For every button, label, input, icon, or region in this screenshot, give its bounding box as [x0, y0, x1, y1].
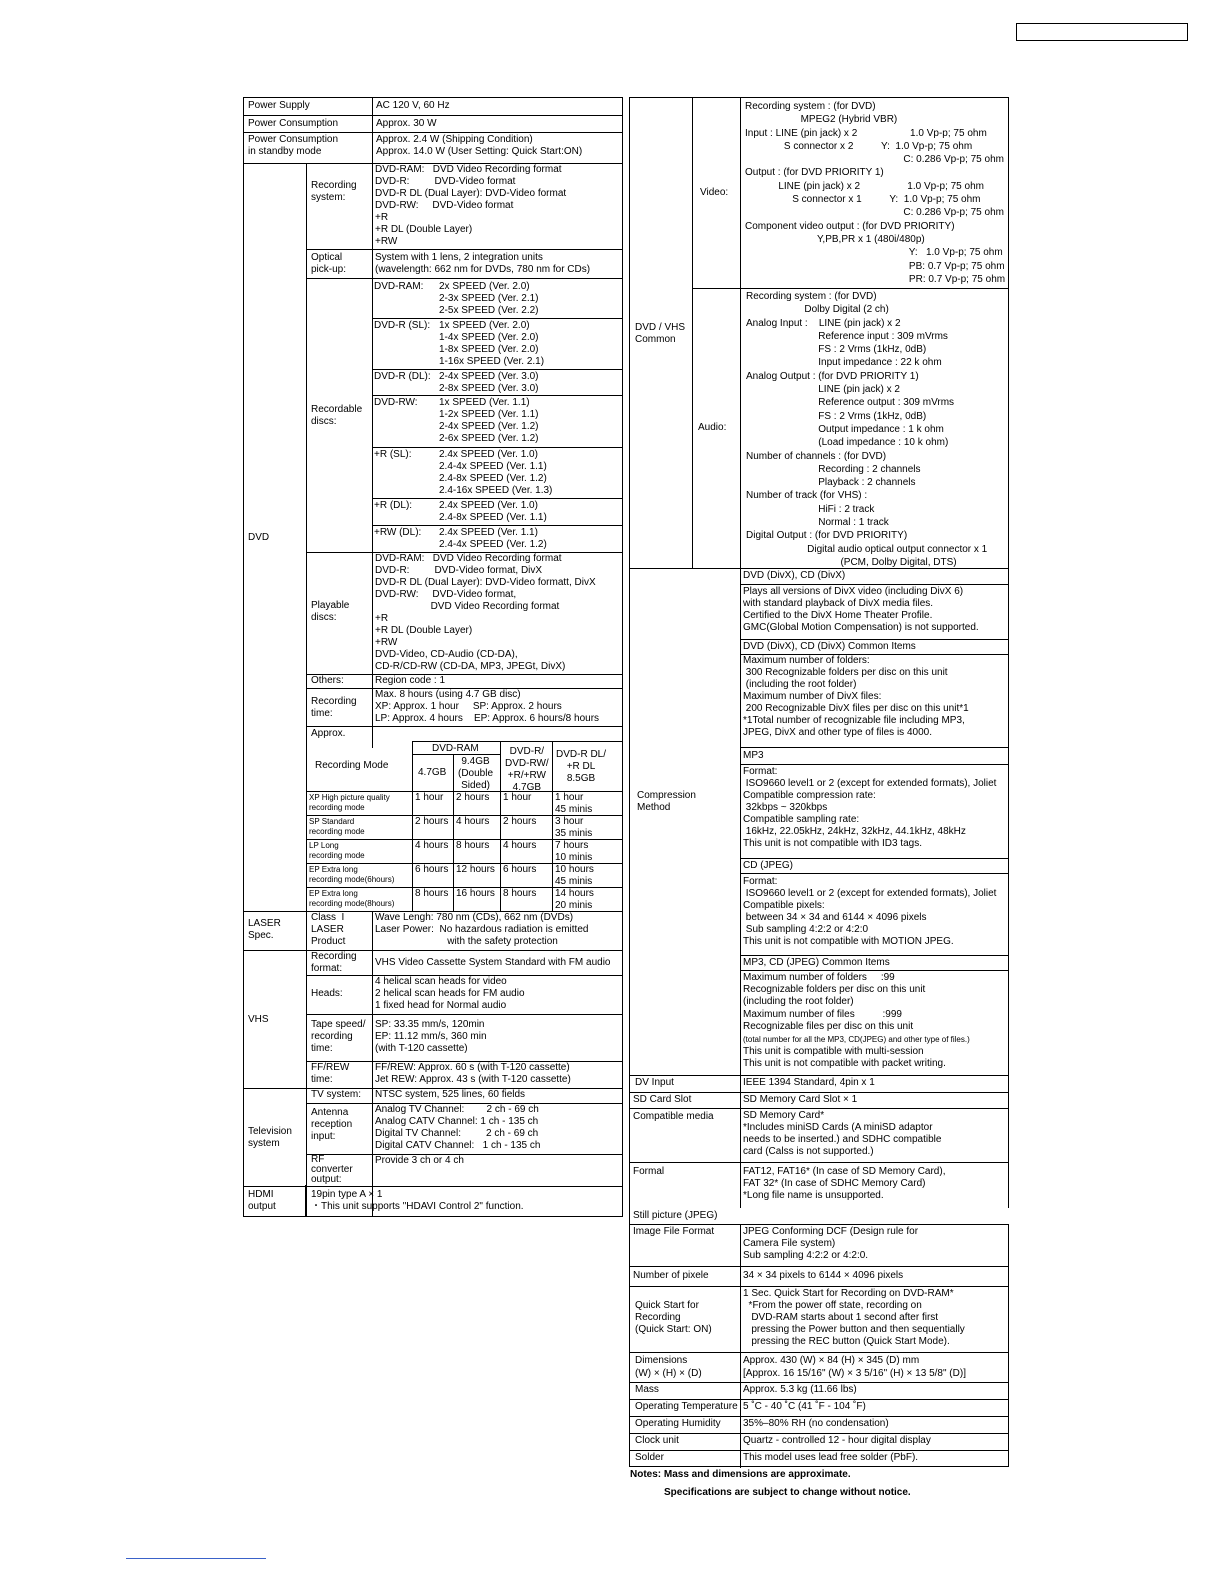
mp3-jpeg-title: MP3, CD (JPEG) Common Items [743, 957, 890, 968]
rm-row-b: 8 hours [456, 840, 490, 851]
model-number-box [1016, 23, 1188, 41]
tv-rf-value: Provide 3 ch or 4 ch [375, 1155, 464, 1166]
jpeg-title: CD (JPEG) [743, 860, 793, 871]
playable-discs-value: DVD-RAM: DVD Video Recording format DVD-R: DVD-Video format, DivX DVD-R DL (Dual Layer): DVD-Video formatt, DivX DVD-RW: DVD-Video format, DVD Video Recording format +R +R DL (Double Layer) +RW DVD-Video, CD-Audio (CD-DA), CD-R/CD-RW (CD-DA, MP3, JPEGt, DivX) [375, 553, 596, 672]
operating-humidity-value: 35%–80% RH (no condensation) [743, 1418, 889, 1429]
mp3-jpeg-small: (total number for all the MP3, CD(JPEG) and other type of files.) [743, 1035, 970, 1044]
vhs-recformat-value: VHS Video Cassette System Standard with FM audio [375, 957, 611, 968]
rm-row-mode: EP Extra long recording mode(8hours) [309, 889, 395, 908]
tv-label: Television system [248, 1126, 292, 1149]
rm-row-a: 8 hours [415, 888, 449, 899]
rm-dl-header: DVD-R DL/ +R DL 8.5GB [556, 749, 607, 784]
recording-time-label: Recording time: [311, 696, 357, 719]
rm-row-d: 14 hours 20 minis [555, 888, 594, 911]
image-format-value: JPEG Conforming DCF (Design rule for Camera File system) Sub sampling 4:2:2 or 4:2:0. [743, 1226, 919, 1261]
rd-ram-speeds: 2x SPEED (Ver. 2.0) 2-3x SPEED (Ver. 2.1) 2-5x SPEED (Ver. 2.2) [439, 281, 539, 316]
power-supply-value: AC 120 V, 60 Hz [376, 100, 450, 111]
recording-time-value: Max. 8 hours (using 4.7 GB disc) XP: Approx. 1 hour SP: Approx. 2 hours LP: Approx. 4 hours EP: Approx. 6 hours/8 hours [375, 689, 600, 724]
rm-row-d: 7 hours 10 minis [555, 840, 593, 863]
rd-ram-name: DVD-RAM: [374, 281, 424, 292]
dv-input-value: IEEE 1394 Standard, 4pin x 1 [743, 1077, 875, 1088]
rm-row-a: 6 hours [415, 864, 449, 875]
divx-common-value: Maximum number of folders: 300 Recognizable folders per disc on this unit (including the root folder) Maximum number of DivX files: 200 Recognizable DivX files per disc on this unit*1 *1Total number of recognizable file including MP3, JPEG, DivX and other type of files is 4000. [743, 655, 969, 738]
divx-title: DVD (DivX), CD (DivX) [743, 570, 846, 581]
rm-row-mode: XP High picture quality recording mode [309, 793, 390, 812]
rm-row-d: 1 hour 45 minis [555, 792, 593, 815]
divx-common-title: DVD (DivX), CD (DivX) Common Items [743, 641, 916, 652]
rm-row-d: 3 hour 35 minis [555, 816, 593, 839]
rd-rw-speeds: 1x SPEED (Ver. 1.1) 1-2x SPEED (Ver. 1.1) 2-4x SPEED (Ver. 1.2) 2-6x SPEED (Ver. 1.2) [439, 397, 539, 444]
rd-prsl-name: +R (SL): [374, 449, 412, 460]
optical-pickup-label: Optical pick-up: [311, 252, 347, 275]
rm-mode-header: Recording Mode [315, 760, 389, 771]
vhs-tape-value: SP: 33.35 mm/s, 120min EP: 11.12 mm/s, 360 min (with T-120 cassette) [375, 1019, 487, 1054]
tv-antenna-label: Antenna reception input: [311, 1107, 353, 1142]
rd-rw-name: DVD-RW: [374, 397, 418, 408]
rd-rdl-speeds: 2-4x SPEED (Ver. 3.0) 2-8x SPEED (Ver. 3.0) [439, 371, 539, 394]
rm-row-b: 12 hours [456, 864, 495, 875]
mp3-title: MP3 [743, 750, 764, 761]
sd-slot-value: SD Memory Card Slot × 1 [743, 1094, 858, 1105]
vhs-heads-label: Heads: [311, 988, 343, 999]
rm-row-b: 4 hours [456, 816, 490, 827]
clock-unit-value: Quartz - controlled 12 - hour digital display [743, 1435, 931, 1446]
jpeg-value: Format: ISO9660 level1 or 2 (except for extended formats), Joliet Compatible pixels: between 34 × 34 and 6144 × 4096 pixels Sub sampling 4:2:2 or 4:2:0 This unit is not compatible with MOTION JPEG. [743, 876, 997, 947]
recording-system-label: Recording system: [311, 180, 357, 203]
recordable-discs-label: Recordable discs: [311, 404, 363, 427]
vhs-tape-label: Tape speed/ recording time: [311, 1019, 366, 1054]
playable-discs-label: Playable discs: [311, 600, 350, 623]
mass-label: Mass [635, 1384, 659, 1395]
rm-row-c: 8 hours [503, 888, 537, 899]
left-spec-table [243, 97, 623, 1217]
others-label: Others: [311, 675, 344, 686]
hdmi-label: HDMI output [248, 1189, 276, 1212]
rd-rsl-name: DVD-R (SL): [374, 320, 431, 331]
operating-temp-label: Operating Temperature [635, 1401, 738, 1412]
rm-row-c: 1 hour [503, 792, 532, 803]
power-consumption-value: Approx. 30 W [376, 118, 437, 129]
quick-start-value: 1 Sec. Quick Start for Recording on DVD-RAM* *From the power off state, recording on DVD-RAM starts about 1 second after first pressing the Power button and then sequentially pressing the REC button (Quick Start Mode). [743, 1288, 965, 1347]
tv-rf-label: RF converter output: [311, 1154, 353, 1185]
compression-label: Compression Method [637, 790, 696, 813]
rm-rw-header: DVD-R/ DVD-RW/ +R/+RW 4.7GB [505, 746, 549, 793]
dimensions-value: Approx. 430 (W) × 84 (H) × 345 (D) mm [Approx. 16 15/16" (W) × 3 5/16" (H) × 13 5/8" (D)] [743, 1355, 966, 1379]
recording-system-value: DVD-RAM: DVD Video Recording format DVD-R: DVD-Video format DVD-R DL (Dual Layer): DVD-Video format DVD-RW: DVD-Video format +R +R DL (Double Layer) +RW [375, 164, 567, 247]
dvd-section-label: DVD [248, 532, 270, 543]
sd-slot-label: SD Card Slot [633, 1094, 692, 1105]
optical-pickup-value: System with 1 lens, 2 integration units (wavelength: 662 nm for DVDs, 780 nm for CDs) [375, 252, 591, 275]
rm-row-mode: SP Standard recording mode [309, 817, 365, 836]
compatible-media-label: Compatible media [633, 1111, 714, 1122]
vhs-heads-value: 4 helical scan heads for video 2 helical scan heads for FM audio 1 fixed head for Normal audio [375, 976, 525, 1011]
rm-row-mode: LP Long recording mode [309, 841, 365, 860]
format-value: FAT12, FAT16* (In case of SD Memory Card), FAT 32* (In case of SDHC Memory Card) *Long file name is unsupported. [743, 1166, 946, 1201]
footer-link-underline [126, 1558, 266, 1559]
image-format-label: Image File Format [633, 1226, 715, 1237]
rm-row-a: 1 hour [415, 792, 444, 803]
video-value: Recording system : (for DVD) MPEG2 (Hybrid VBR) Input : LINE (pin jack) x 2 1.0 Vp-p; 75 ohm S connector x 2 Y: 1.0 Vp-p; 75 ohm C: 0.286 Vp-p; 75 ohm Output : (for DVD PRIORITY 1) LINE (pin jack) x 2 1.0 Vp-p; 75 ohm S connector x 1 Y: 1.0 Vp-p; 75 ohm C: 0.286 Vp-p; 75 ohm Component video output : (for DVD PRIORITY) Y,PB,PR x 1 (480i/480p) Y: 1.0 Vp-p; 75 ohm PB: 0.7 Vp-p; 75 ohm PR: 0.7 Vp-p; 75 ohm [745, 101, 1006, 285]
others-value: Region code : 1 [375, 675, 446, 686]
clock-unit-label: Clock unit [635, 1435, 679, 1446]
dv-input-label: DV Input [635, 1077, 674, 1088]
standby-value: Approx. 2.4 W (Shipping Condition) Approx. 14.0 W (User Setting: Quick Start:ON) [376, 134, 583, 157]
right-spec-table [629, 97, 1009, 1467]
vhs-label: VHS [248, 1014, 269, 1025]
tv-system-label: TV system: [311, 1089, 362, 1100]
vhs-ffrew-value: FF/REW: Approx. 60 s (with T-120 cassette) Jet REW: Approx. 43 s (with T-120 cassette) [375, 1062, 571, 1085]
compatible-media-value: SD Memory Card* *Includes miniSD Cards (A miniSD adaptor needs to be inserted.) and SDHC compatible card (Calss is not supported.) [743, 1110, 942, 1157]
rm-row-mode: EP Extra long recording mode(6hours) [309, 865, 395, 884]
tv-antenna-value: Analog TV Channel: 2 ch - 69 ch Analog CATV Channel: 1 ch - 135 ch Digital TV Channel: 2 ch - 69 ch Digital CATV Channel: 1 ch - 135 ch [375, 1104, 541, 1151]
rd-rsl-speeds: 1x SPEED (Ver. 2.0) 1-4x SPEED (Ver. 2.0) 1-8x SPEED (Ver. 2.0) 1-16x SPEED (Ver. 2.1) [439, 320, 545, 367]
dimensions-label: Dimensions (W) × (H) × (D) [635, 1355, 702, 1379]
approx-label: Approx. [311, 728, 346, 739]
rd-prwdl-name: +RW (DL): [374, 527, 422, 538]
hdmi-value: 19pin type A × 1 ・This unit supports "HDAVI Control 2" function. [311, 1189, 524, 1212]
rm-row-b: 16 hours [456, 888, 495, 899]
rd-prdl-name: +R (DL): [374, 500, 413, 511]
format-label: Formal [633, 1166, 665, 1177]
rd-rdl-name: DVD-R (DL): [374, 371, 431, 382]
common-label: DVD / VHS Common [635, 322, 686, 345]
rd-prwdl-speeds: 2.4x SPEED (Ver. 1.1) 2.4-4x SPEED (Ver. 1.2) [439, 527, 547, 550]
rd-prdl-speeds: 2.4x SPEED (Ver. 1.0) 2.4-8x SPEED (Ver. 1.1) [439, 500, 547, 523]
solder-label: Solder [635, 1452, 664, 1463]
rm-row-c: 6 hours [503, 864, 537, 875]
rm-row-a: 2 hours [415, 816, 449, 827]
audio-label: Audio: [698, 422, 727, 433]
rm-47-header: 4.7GB [418, 767, 447, 778]
pixels-label: Number of pixele [633, 1270, 709, 1281]
still-picture-label: Still picture (JPEG) [633, 1210, 718, 1221]
vhs-recformat-label: Recording format: [311, 951, 357, 974]
notes-line-1: Notes: Mass and dimensions are approximate. [630, 1469, 851, 1480]
notes-line-2: Specifications are subject to change without notice. [664, 1487, 911, 1498]
power-supply-label: Power Supply [248, 100, 310, 111]
mass-value: Approx. 5.3 kg (11.66 lbs) [743, 1384, 857, 1395]
laser-label: LASER Spec. [248, 918, 281, 941]
audio-value: Recording system : (for DVD) Dolby Digital (2 ch) Analog Input : LINE (pin jack) x 2 Reference input : 309 mVrms FS : 2 Vrms (1kHz, 0dB) Input impedance : 22 k ohm Analog Output : (for DVD PRIORITY 1) LINE (pin jack) x 2 Reference output : 309 mVrms FS : 2 Vrms (1kHz, 0dB) Output impedance : 1 k ohm (Load impedance : 10 k ohm) Number of channels : (for DVD) Recording : 2 channels Playback : 2 channels Number of track (for VHS) : HiFi : 2 track Normal : 1 track Digital Output : (for DVD PRIORITY) Digital audio optical output connector x 1 (PCM, Dolby Digital, DTS) [746, 291, 988, 568]
laser-class: Class I LASER Product [311, 912, 346, 947]
rd-prsl-speeds: 2.4x SPEED (Ver. 1.0) 2.4-4x SPEED (Ver. 1.1) 2.4-8x SPEED (Ver. 1.2) 2.4-16x SPEED (Ver. 1.3) [439, 449, 553, 496]
divx-value: Plays all versions of DivX video (including DivX 6) with standard playback of DivX media files. Certified to the DivX Home Theater Profile. GMC(Global Motion Compensation) is not supported. [743, 586, 979, 633]
mp3-jpeg-value2: This unit is compatible with multi-session This unit is not compatible with packet writing. [743, 1046, 946, 1069]
operating-humidity-label: Operating Humidity [635, 1418, 721, 1429]
rm-row-a: 4 hours [415, 840, 449, 851]
video-label: Video: [700, 187, 729, 198]
standby-label: Power Consumption in standby mode [248, 134, 339, 157]
mp3-jpeg-value: Maximum number of folders :99 Recognizable folders per disc on this unit (including the root folder) Maximum number of files :999 Recognizable files per disc on this unit [743, 972, 926, 1032]
rm-row-c: 2 hours [503, 816, 537, 827]
rm-row-d: 10 hours 45 minis [555, 864, 594, 887]
rm-row-c: 4 hours [503, 840, 537, 851]
solder-value: This model uses lead free solder (PbF). [743, 1452, 919, 1463]
tv-system-value: NTSC system, 525 lines, 60 fields [375, 1089, 526, 1100]
power-consumption-label: Power Consumption [248, 118, 339, 129]
rm-94-header: 9.4GB (Double Sided) [458, 756, 494, 791]
pixels-value: 34 × 34 pixels to 6144 × 4096 pixels [743, 1270, 904, 1281]
rm-ram-header: DVD-RAM [432, 743, 479, 754]
vhs-ffrew-label: FF/REW time: [311, 1062, 350, 1085]
rm-row-b: 2 hours [456, 792, 490, 803]
quick-start-label: Quick Start for Recording (Quick Start: ON) [635, 1300, 712, 1335]
laser-value: Wave Lengh: 780 nm (CDs), 662 nm (DVDs) Laser Power: No hazardous radiation is emitted with the safety protection [375, 912, 589, 947]
operating-temp-value: 5 ˚C - 40 ˚C (41 ˚F - 104 ˚F) [743, 1401, 866, 1412]
mp3-value: Format: ISO9660 level1 or 2 (except for extended formats), Joliet Compatible compression rate: 32kbps ~ 320kbps Compatible sampling rate: 16kHz, 22.05kHz, 24kHz, 32kHz, 44.1kHz, 48kHz This unit is not compatible with ID3 tags. [743, 766, 997, 849]
